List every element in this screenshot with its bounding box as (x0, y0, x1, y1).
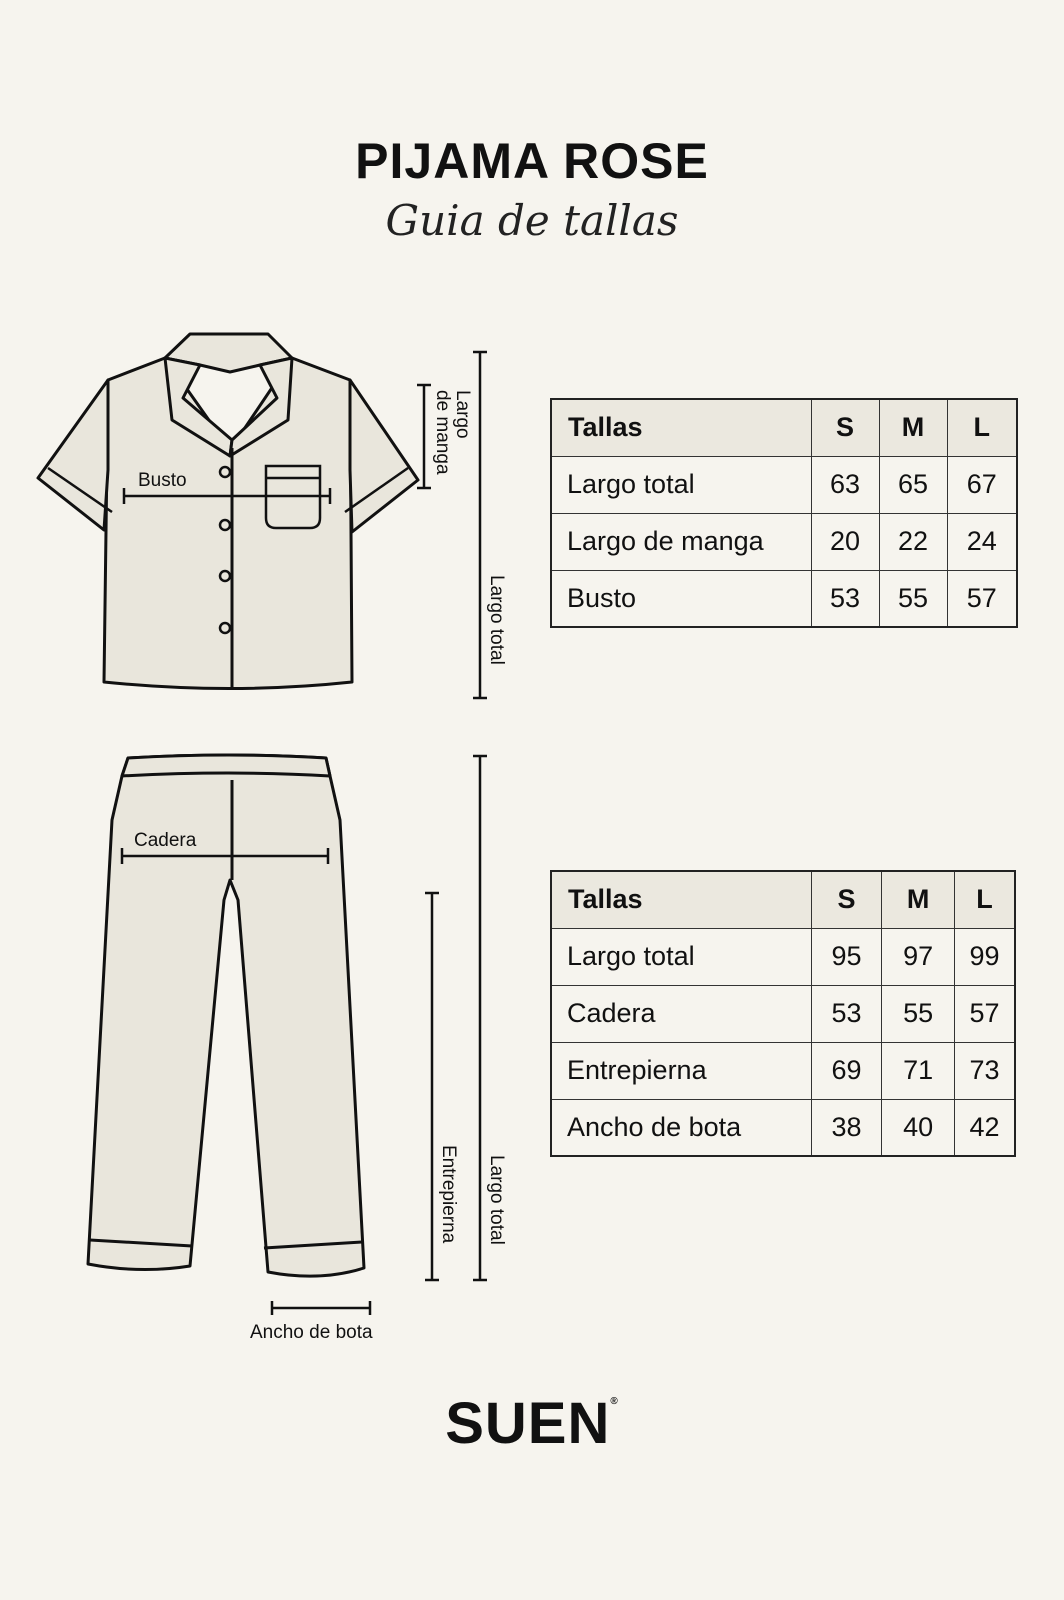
button-4 (220, 623, 230, 633)
header-tallas: Tallas (551, 399, 811, 456)
brand-name: SUEN (445, 1391, 611, 1456)
row-name: Largo total (551, 456, 811, 513)
row-name: Entrepierna (551, 1042, 811, 1099)
header-tallas: Tallas (551, 871, 811, 928)
cell-l: 73 (954, 1042, 1015, 1099)
table-row (551, 985, 1015, 1042)
pants-size-table (550, 870, 1016, 1157)
label-entrepierna: Entrepierna (438, 1145, 459, 1244)
button-3 (220, 571, 230, 581)
cell-s: 38 (811, 1099, 882, 1156)
row-name: Cadera (551, 985, 811, 1042)
label-busto: Busto (138, 470, 187, 491)
row-name: Ancho de bota (551, 1099, 811, 1156)
header-s: S (811, 871, 882, 928)
page-subtitle: Guia de tallas (385, 196, 679, 245)
cell-l: 42 (954, 1099, 1015, 1156)
table-row (551, 1042, 1015, 1099)
cell-m: 65 (879, 456, 947, 513)
label-ancho-de-bota: Ancho de bota (250, 1322, 373, 1343)
cell-s: 20 (811, 513, 879, 570)
cell-m: 22 (879, 513, 947, 570)
table-header-row (551, 871, 1015, 928)
cell-m: 55 (879, 570, 947, 627)
cell-s: 95 (811, 928, 882, 985)
table-header-row (551, 399, 1017, 456)
registered-mark: ® (610, 1396, 619, 1407)
header-m: M (882, 871, 955, 928)
header-m: M (879, 399, 947, 456)
cell-m: 97 (882, 928, 955, 985)
row-name: Busto (551, 570, 811, 627)
label-largo-total-pants: Largo total (486, 1155, 507, 1245)
button-2 (220, 520, 230, 530)
cell-m: 40 (882, 1099, 955, 1156)
cell-l: 67 (947, 456, 1017, 513)
cell-l: 57 (954, 985, 1015, 1042)
header-l: L (954, 871, 1015, 928)
header-s: S (811, 399, 879, 456)
label-cadera: Cadera (134, 830, 197, 851)
button-1 (220, 467, 230, 477)
cell-l: 99 (954, 928, 1015, 985)
label-largo-total-shirt: Largo total (486, 575, 507, 665)
table-row (551, 513, 1017, 570)
cell-l: 57 (947, 570, 1017, 627)
table-row (551, 570, 1017, 627)
brand-logo (0, 1390, 1064, 1457)
row-name: Largo total (551, 928, 811, 985)
pants-illustration (88, 755, 364, 1276)
shirt-size-table (550, 398, 1018, 628)
cell-m: 71 (882, 1042, 955, 1099)
cell-s: 53 (811, 570, 879, 627)
cell-l: 24 (947, 513, 1017, 570)
table-row (551, 1099, 1015, 1156)
header-l: L (947, 399, 1017, 456)
row-name: Largo de manga (551, 513, 811, 570)
table-row (551, 456, 1017, 513)
label-largo-manga-1: Largo (452, 390, 473, 439)
table-row (551, 928, 1015, 985)
cell-s: 63 (811, 456, 879, 513)
cell-m: 55 (882, 985, 955, 1042)
cell-s: 69 (811, 1042, 882, 1099)
label-largo-manga-2: de manga (432, 390, 453, 475)
page-title: PIJAMA ROSE (355, 133, 709, 189)
shirt-illustration (38, 334, 418, 690)
cell-s: 53 (811, 985, 882, 1042)
